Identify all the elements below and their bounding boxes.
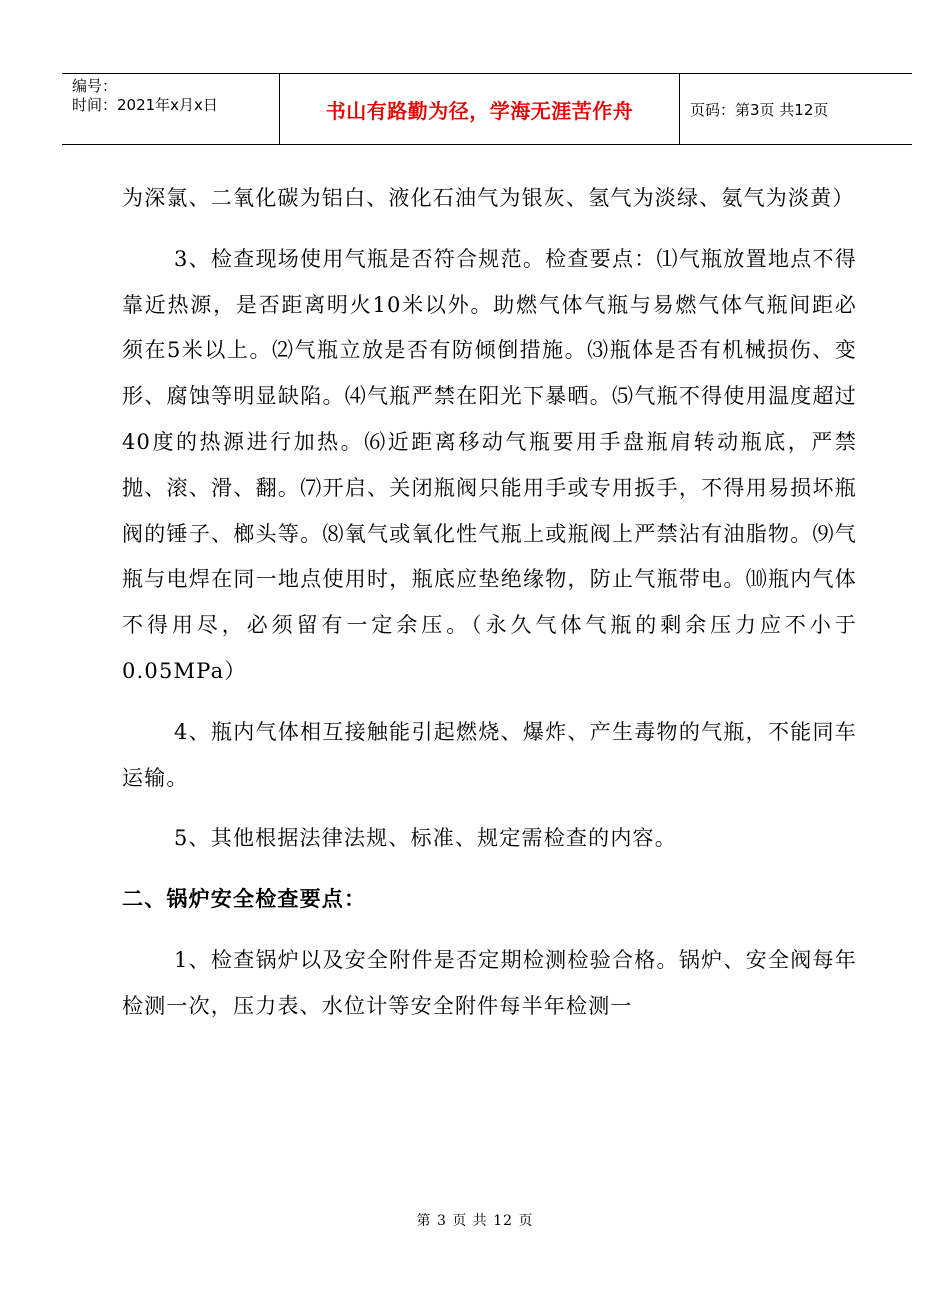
paragraph-continued-colors: 为深氯、二氧化碳为铝白、液化石油气为银灰、氢气为淡绿、氨气为淡黄）	[122, 186, 855, 210]
paragraph-cylinder-check: 3、检查现场使用气瓶是否符合规范。检查要点：⑴气瓶放置地点不得靠近热源，是否距离明火10米以外。助燃气体气瓶与易燃气体气瓶间距必须在5米以上。⑵气瓶立放是否有防倾倒措施。⑶瓶体是否有机械损伤、变形、腐蚀等明显缺陷。⑷气瓶严禁在阳光下暴晒。⑸气瓶不得使用温度超过40度的热源进行加热。⑹近距离移动气瓶要用手盘瓶肩转动瓶底，严禁抛、滚、滑、翻。⑺开启、关闭瓶阀只能用手或专用扳手，不得用易损坏瓶阀的锤子、榔头等。⑻氧气或氧化性气瓶上或瓶阀上严禁沾有油脂物。⑼气瓶与电焊在同一地点使用时，瓶底应垫绝缘物，防止气瓶带电。⑽瓶内气体不得用尽，必须留有一定余压。（永久气体气瓶的剩余压力应不小于0.05MPa）	[122, 246, 857, 683]
header-page-info: 页码：第3页 共12页	[690, 100, 829, 119]
page-header	[62, 73, 912, 145]
document-number-label: 编号：	[72, 77, 118, 95]
header-page-info-cell	[680, 74, 912, 144]
header-motto: 书山有路勤为径，学海无涯苦作舟	[325, 98, 634, 123]
header-meta	[62, 74, 280, 144]
paragraph-transport: 4、瓶内气体相互接触能引起燃烧、爆炸、产生毒物的气瓶，不能同车运输。	[122, 719, 857, 790]
page-footer: 第 3 页 共 12 页	[416, 1213, 534, 1229]
paragraph-other-checks: 5、其他根据法律法规、标准、规定需检查的内容。	[174, 826, 677, 851]
document-date: 时间：2021年x月x日	[72, 96, 218, 114]
document-body	[122, 176, 857, 1030]
paragraph-boiler-inspection: 1、检查锅炉以及安全附件是否定期检测检验合格。锅炉、安全阀每年检测一次，压力表、水位计等安全附件每半年检测一	[122, 947, 857, 1018]
header-motto-cell	[280, 74, 680, 144]
section-heading-boiler: 二、锅炉安全检查要点：	[122, 887, 367, 912]
